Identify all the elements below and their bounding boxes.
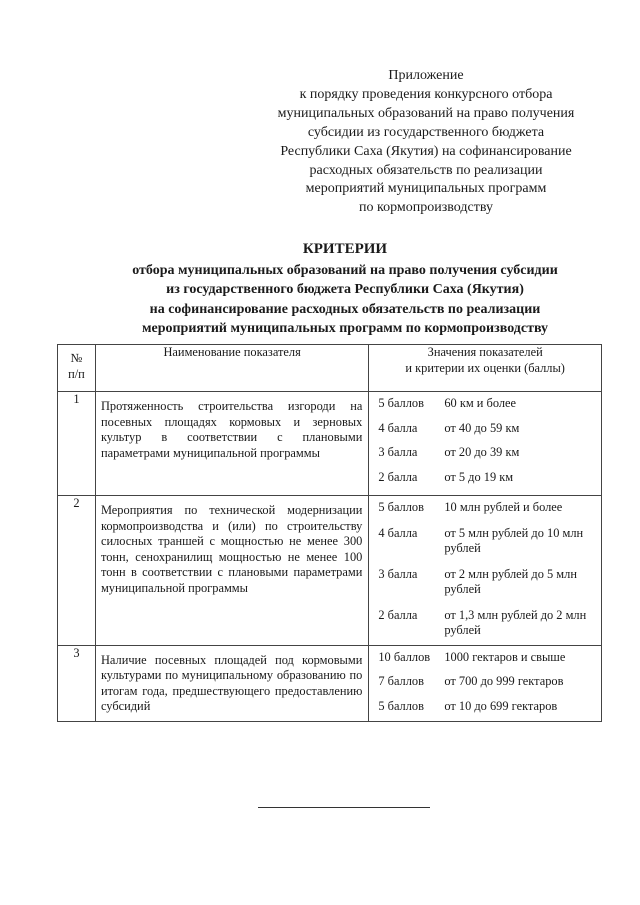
criterion-range: от 5 до 19 км — [444, 469, 514, 484]
appendix-line: мероприятий муниципальных программ — [305, 181, 547, 197]
criterion-range: от 2 млн рублей до 5 млн рублей — [444, 566, 577, 596]
table-header-row — [58, 345, 602, 392]
table-body — [58, 392, 602, 722]
criterion-points: 4 балла — [378, 525, 418, 540]
header-values — [369, 345, 602, 392]
criterion-points: 5 баллов — [378, 396, 424, 410]
criterion-line — [378, 567, 595, 598]
appendix-line: Приложение — [388, 68, 464, 83]
criterion-points: 5 баллов — [378, 500, 424, 514]
appendix-line: к порядку проведения конкурсного отбора — [299, 86, 553, 102]
header-values-text: Значения показателей и критерии их оценки (баллы) — [405, 345, 565, 375]
header-number-text: № п/п — [68, 351, 85, 381]
criterion-points: 2 балла — [378, 607, 418, 622]
appendix-line: расходных обязательств по реализации — [309, 162, 543, 178]
criterion-points: 7 баллов — [378, 674, 424, 688]
criterion-range: от 20 до 39 км — [444, 445, 520, 459]
criterion-range: от 1,3 млн рублей до 2 млн рублей — [444, 607, 587, 637]
row-number: 2 — [58, 496, 96, 646]
criterion-line — [378, 500, 595, 516]
appendix-line: субсидии из государственного бюджета — [307, 124, 545, 140]
criterion-range: от 40 до 59 км — [444, 420, 520, 435]
criterion-range: 10 млн рублей и более — [444, 500, 563, 514]
criterion-line — [378, 608, 595, 639]
criteria-subtitle-line: на софинансирование расходных обязательств по реализации — [149, 301, 541, 317]
criterion-points: 10 баллов — [378, 649, 431, 664]
appendix-line: муниципальных образований на право получения — [277, 105, 575, 121]
table-row — [58, 645, 602, 721]
appendix-line: по кормопроизводству — [359, 200, 493, 216]
table-row — [58, 392, 602, 496]
indicator-description: Мероприятия по технической модернизации кормопроизводства и (или) по строительству силосных траншей с мощностью не менее 300 тонн, сенохранилищ мощностью не менее 100 тонн в соответствии с плановыми параметрами муниципальной программы — [100, 503, 363, 595]
criteria-subtitle-line: из государственного бюджета Республики Саха (Якутия) — [166, 282, 524, 298]
bottom-divider-line — [258, 807, 430, 808]
indicator-name-cell — [95, 392, 368, 496]
criterion-line — [378, 699, 595, 715]
criterion-line — [378, 526, 595, 557]
criteria-heading — [60, 240, 630, 338]
criterion-points: 2 балла — [378, 469, 418, 484]
criteria-subtitle-line: отбора муниципальных образований на право получения субсидии — [132, 263, 558, 279]
criterion-range: 60 км и более — [444, 396, 517, 410]
criteria-table — [57, 344, 602, 722]
criterion-line — [378, 650, 595, 666]
indicator-description: Протяженность строительства изгороди на посевных площадях кормовых и зерновых культур в соответствии с плановыми параметрами муниципальной программы — [100, 399, 363, 460]
indicator-name-cell — [95, 496, 368, 646]
criteria-values-cell — [369, 392, 602, 496]
criterion-line — [378, 421, 595, 437]
criterion-line — [378, 470, 595, 486]
criterion-points: 3 балла — [378, 445, 418, 459]
criteria-values-cell — [369, 645, 602, 721]
criteria-title: КРИТЕРИИ — [302, 241, 388, 257]
criterion-line — [378, 674, 595, 690]
appendix-line: Республики Саха (Якутия) на софинансирование — [280, 143, 572, 159]
table-row — [58, 496, 602, 646]
indicator-description: Наличие посевных площадей под кормовыми культурами по муниципальному образованию по итогам года, предшествующего предоставлению субсидий — [100, 652, 363, 713]
criterion-range: от 10 до 699 гектаров — [444, 698, 558, 713]
criterion-range: от 5 млн рублей до 10 млн рублей — [444, 525, 584, 555]
criterion-line — [378, 445, 595, 461]
criteria-values-cell — [369, 496, 602, 646]
criterion-points: 5 баллов — [378, 698, 424, 713]
criterion-points: 4 балла — [378, 420, 418, 435]
criterion-range: 1000 гектаров и свыше — [444, 649, 566, 664]
header-indicator-name: Наименование показателя — [95, 345, 368, 392]
row-number: 3 — [58, 645, 96, 721]
criterion-line — [378, 396, 595, 412]
criterion-range: от 700 до 999 гектаров — [444, 674, 564, 688]
row-number: 1 — [58, 392, 96, 496]
appendix-header — [248, 67, 604, 218]
criterion-points: 3 балла — [378, 566, 418, 581]
criteria-subtitle-line: мероприятий муниципальных программ по кормопроизводству — [141, 320, 549, 336]
header-number — [58, 345, 96, 392]
indicator-name-cell — [95, 645, 368, 721]
